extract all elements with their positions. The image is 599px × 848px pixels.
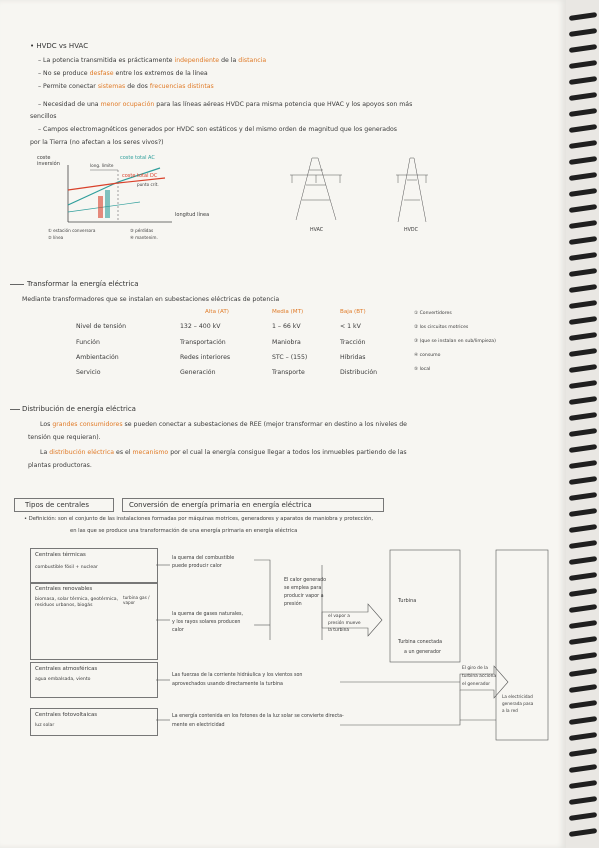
- distribution-title: Distribución de energía eléctrica: [22, 405, 136, 413]
- desc-4b: mente en electricidad: [172, 723, 225, 728]
- distribution-p1b: tensión que requieran).: [28, 434, 101, 441]
- box-atmosfericas: Centrales atmosféricas agua embalsada, viento: [30, 662, 158, 698]
- header-mt: Media (MT): [272, 309, 304, 315]
- spiral-coil: [569, 332, 597, 341]
- spiral-coil: [569, 220, 597, 229]
- row-label: Servicio: [76, 369, 101, 376]
- spiral-coil: [569, 348, 597, 357]
- arrow-1c: la turbina: [328, 628, 350, 633]
- hvdc-line-4: – Necesidad de una menor ocupación para las líneas aéreas HVDC para misma potencia que HVAC y los apoyos son más: [38, 101, 413, 108]
- spiral-coil: [569, 444, 597, 453]
- spiral-coil: [569, 380, 597, 389]
- spiral-coil: [569, 588, 597, 597]
- spiral-coil: [569, 796, 597, 805]
- spiral-coil: [569, 156, 597, 165]
- elec-1: La electricidad: [502, 694, 533, 699]
- cell: Distribución: [340, 369, 378, 376]
- spiral-coil: [569, 60, 597, 69]
- cell: Generación: [180, 369, 216, 376]
- graph-xlabel: longitud línea: [175, 212, 210, 218]
- desc-1b: puede producir calor: [172, 564, 222, 569]
- spiral-coil: [569, 44, 597, 53]
- desc-2a: la quema de gases naturales,: [172, 612, 244, 617]
- side-note: ④ consumo: [414, 353, 441, 358]
- arrow-2b: turbina acciona: [462, 674, 497, 679]
- tab-tipos: Tipos de centrales: [14, 498, 114, 512]
- steam-2: se emplea para: [284, 586, 322, 591]
- side-note: ③ (que se instalan en sub/limpieza): [414, 339, 496, 344]
- turbine-label: Turbina: [398, 598, 417, 604]
- desc-4a: La energía contenida en los fotones de la luz solar se convierte directa-: [172, 714, 344, 719]
- arrow-2a: El giro de la: [462, 666, 488, 671]
- spiral-coil: [569, 476, 597, 485]
- cell: Maniobra: [272, 339, 301, 346]
- spiral-coil: [569, 204, 597, 213]
- arrow-1b: presión mueve: [328, 621, 361, 626]
- cell: 132 – 400 kV: [180, 323, 221, 330]
- elec-2: generada pasa: [502, 701, 534, 706]
- notebook-spiral: [565, 0, 599, 848]
- graph-ylabel-2: inversión: [37, 161, 60, 167]
- spiral-coil: [569, 92, 597, 101]
- spiral-coil: [569, 556, 597, 565]
- curve-ac-label: coste total AC: [120, 155, 155, 161]
- steam-3: producir vapor a: [284, 594, 324, 599]
- spiral-coil: [569, 700, 597, 709]
- spiral-coil: [569, 764, 597, 773]
- spiral-coil: [569, 316, 597, 325]
- desc-1a: la quema del combustible: [172, 556, 235, 561]
- spiral-coil: [569, 252, 597, 261]
- spiral-coil: [569, 508, 597, 517]
- curve-dc-label: coste total DC: [122, 173, 158, 179]
- side-note: ② los circuitos motrices: [414, 325, 469, 330]
- spiral-coil: [569, 652, 597, 661]
- steam-1: El calor generado: [284, 578, 327, 583]
- spiral-coil: [569, 620, 597, 629]
- hvdc-line-5: – Campos electromagnéticos generados por HVDC son estáticos y del mismo orden de magnitud que los generados: [38, 126, 398, 133]
- transform-title: Transformar la energía eléctrica: [27, 280, 139, 288]
- cell: STC – (155): [272, 354, 308, 361]
- cell: Transporte: [272, 369, 305, 376]
- spiral-coil: [569, 636, 597, 645]
- graph-dist-label: long. límite: [90, 163, 114, 168]
- distribution-p1: Los grandes consumidores se pueden conectar a subestaciones de REE (mejor transformar en destino a los niveles de: [40, 421, 407, 428]
- cell: Transportación: [180, 339, 226, 346]
- hvdc-line-5b: por la Tierra (no afectan a los seres vivos?): [30, 139, 164, 146]
- tower-dc-label: HVDC: [404, 228, 418, 233]
- spiral-coil: [569, 268, 597, 277]
- spiral-coil: [569, 828, 597, 837]
- desc-3b: aprovechados usando directamente la turbina: [172, 682, 283, 687]
- cell: Redes interiores: [180, 354, 231, 361]
- spiral-coil: [569, 684, 597, 693]
- cell: 1 – 66 kV: [272, 323, 301, 330]
- graph-legend-2: ② línea: [48, 235, 64, 240]
- cell: < 1 kV: [340, 323, 361, 330]
- spiral-coil: [569, 572, 597, 581]
- spiral-coil: [569, 284, 597, 293]
- spiral-coil: [569, 300, 597, 309]
- cell: Tracción: [340, 339, 366, 346]
- desc-2b: y los rayos solares producen: [172, 620, 241, 625]
- box-termicas: Centrales térmicas combustible fósil + nuclear: [30, 548, 158, 584]
- row-label: Función: [76, 339, 100, 346]
- spiral-coil: [569, 604, 597, 613]
- hvdc-line-1: – La potencia transmitida es prácticamente independiente de la distancia: [38, 57, 267, 64]
- cell: Híbridas: [340, 354, 366, 361]
- distribution-p2: La distribución eléctrica es el mecanismo por el cual la energía consigue llegar a todos los inmuebles partiendo de las: [40, 449, 407, 456]
- spiral-coil: [569, 172, 597, 181]
- turbine-gen-2: a un generador: [404, 650, 441, 655]
- hvdc-title: • HVDC vs HVAC: [30, 42, 89, 50]
- spiral-coil: [569, 188, 597, 197]
- arrow-2c: el generador: [462, 682, 491, 687]
- box-renovables: Centrales renovables biomasa, solar térmica, geotérmica, residuos urbanos, biogás turbina gas / vapor: [30, 582, 158, 660]
- steam-4: presión: [284, 602, 302, 607]
- spiral-coil: [569, 716, 597, 725]
- row-label: Ambientación: [76, 354, 119, 361]
- spiral-coil: [569, 396, 597, 405]
- graph-legend-3: ③ pérdidas: [130, 228, 154, 233]
- header-bt: Baja (BT): [340, 309, 366, 315]
- graph-legend-1: ① estación conversora: [48, 228, 96, 233]
- header-at: Alta (AT): [205, 309, 229, 315]
- spiral-coil: [569, 732, 597, 741]
- box-fotovoltaicas: Centrales fotovoltaicas luz solar: [30, 708, 158, 736]
- spiral-coil: [569, 236, 597, 245]
- desc-2c: calor: [172, 628, 184, 633]
- spiral-coil: [569, 460, 597, 469]
- spiral-coil: [569, 540, 597, 549]
- transform-intro: Mediante transformadores que se instalan en subestaciones eléctricas de potencia: [22, 296, 280, 303]
- spiral-coil: [569, 12, 597, 21]
- spiral-coil: [569, 124, 597, 133]
- definition-2: en las que se produce una transformación de una energía primaria en energía eléctrica: [70, 528, 298, 534]
- tab-conversion: Conversión de energía primaria en energía eléctrica: [122, 498, 384, 512]
- row-label: Nivel de tensión: [76, 323, 127, 330]
- spiral-coil: [569, 76, 597, 85]
- distribution-p2b: plantas productoras.: [28, 462, 92, 469]
- spiral-coil: [569, 812, 597, 821]
- elec-3: a la red: [502, 708, 518, 713]
- spiral-coil: [569, 412, 597, 421]
- side-note: ① Convertidores: [414, 311, 452, 316]
- spiral-coil: [569, 28, 597, 37]
- desc-3a: Las fuerzas de la corriente hidráulica y los vientos son: [172, 673, 303, 678]
- side-note: ⑤ local: [414, 367, 431, 372]
- graph-ylabel-1: coste: [37, 155, 51, 161]
- hvdc-line-2: – No se produce desfase entre los extremos de la línea: [38, 70, 208, 77]
- spiral-coil: [569, 364, 597, 373]
- arrow-1a: el vapor a: [328, 614, 350, 619]
- spiral-coil: [569, 492, 597, 501]
- hvdc-line-4b: sencillos: [30, 113, 57, 120]
- spiral-coil: [569, 108, 597, 117]
- graph-legend-4: ④ mantenim.: [130, 235, 158, 240]
- spiral-coil: [569, 140, 597, 149]
- hvdc-line-3: – Permite conectar sistemas de dos frecuencias distintas: [38, 83, 214, 90]
- spiral-coil: [569, 428, 597, 437]
- spiral-coil: [569, 780, 597, 789]
- spiral-coil: [569, 524, 597, 533]
- spiral-coil: [569, 668, 597, 677]
- definition-1: • Definición: son el conjunto de las instalaciones formadas por máquinas motrices, generadores y aparatos de maniobra y protección,: [24, 516, 374, 522]
- graph-note: punto crít.: [137, 182, 159, 187]
- tower-ac-label: HVAC: [310, 228, 324, 233]
- turbine-gen-1: Turbina conectada: [398, 640, 443, 645]
- spiral-coil: [569, 748, 597, 757]
